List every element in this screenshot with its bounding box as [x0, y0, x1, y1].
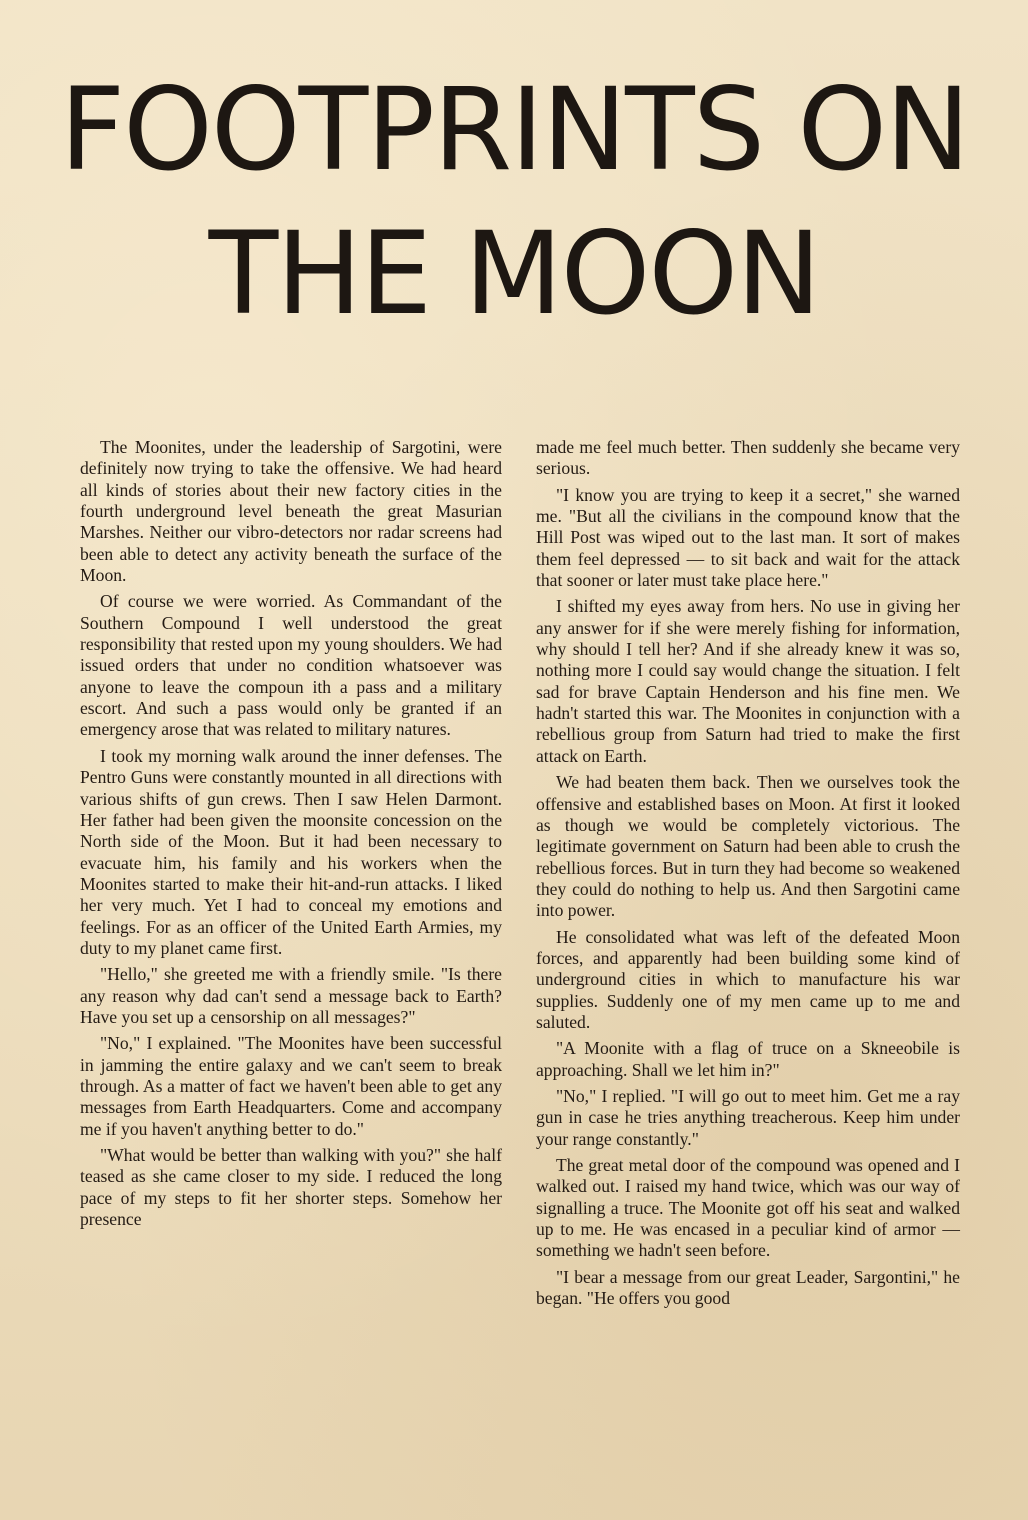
paragraph: I shifted my eyes away from hers. No use in giving her any answer for if she were merely fishing for information, why should I tell her? And if she already knew it was so, nothing more I could say would change the situation. I felt sad for brave Captain Henderson and his fine men. We hadn't started this war. The Moonites in conjunction with a rebellious group from Saturn had tried to make the first attack on Earth. [536, 596, 960, 766]
paragraph: "Hello," she greeted me with a friendly smile. "Is there any reason why dad can't send a message back to Earth? Have you set up a censorship on all messages?" [80, 964, 502, 1027]
right-text-column [536, 437, 960, 1314]
title-line-1: FOOTPRINTS ON [59, 63, 969, 196]
paragraph: "What would be better than walking with you?" she half teased as she came closer to my side. I reduced the long pace of my steps to fit her shorter steps. Somehow her presence [80, 1145, 502, 1230]
paragraph: He consolidated what was left of the defeated Moon forces, and apparently had been building some kind of underground cities in which to manufacture his war supplies. Suddenly one of my men came up to me and saluted. [536, 926, 960, 1032]
paragraph: The Moonites, under the leadership of Sargotini, were definitely now trying to take the offensive. We had heard all kinds of stories about their new factory cities in the fourth underground level beneath the great Masurian Marshes. Neither our vibro-detectors nor radar screens had been able to detect any activity beneath the surface of the Moon. [80, 437, 502, 586]
paragraph: "A Moonite with a flag of truce on a Skneeobile is approaching. Shall we let him in?" [536, 1038, 960, 1080]
paragraph: I took my morning walk around the inner defenses. The Pentro Guns were constantly mounted in all directions with various shifts of gun crews. Then I saw Helen Darmont. Her father had been given the moonsite concession on the North side of the Moon. But it had been necessary to evacuate him, his family and his workers when the Moonites started to make their hit-and-run attacks. I liked her very much. Yet I had to conceal my emotions and feelings. For as an officer of the United Earth Armies, my duty to my planet came first. [80, 745, 502, 958]
title-line-2: THE MOON [208, 207, 820, 340]
paragraph: The great metal door of the compound was opened and I walked out. I raised my hand twice, which was our way of signalling a truce. The Moonite got off his seat and walked up to me. He was encased in a peculiar kind of armor — something we hadn't seen before. [536, 1155, 960, 1261]
left-text-column [80, 437, 502, 1235]
paragraph: "No," I explained. "The Moonites have been successful in jamming the entire galaxy and we can't seem to break through. As a matter of fact we haven't been able to get any messages from Earth Headquarters. Come and accompany me if you haven't anything better to do." [80, 1033, 502, 1139]
paragraph: We had beaten them back. Then we ourselves took the offensive and established bases on Moon. At first it looked as though we would be completely victorious. The legitimate government on Saturn had been able to crush the rebellious forces. But in turn they had become so weakened they could do nothing to help us. And then Sargotini came into power. [536, 772, 960, 921]
story-title [0, 58, 1028, 346]
paragraph: "I bear a message from our great Leader, Sargontini," he began. "He offers you good [536, 1266, 960, 1309]
paragraph: "I know you are trying to keep it a secret," she warned me. "But all the civilians in the compound know that the Hill Post was wiped out to the last man. It sort of makes them feel depressed — to sit back and wait for the attack that sooner or later must take place here." [536, 484, 960, 591]
paragraph: "No," I replied. "I will go out to meet him. Get me a ray gun in case he tries anything treacherous. Keep him under your range constantly." [536, 1085, 960, 1149]
paragraph-continued: made me feel much better. Then suddenly she became very serious. [536, 437, 960, 479]
paragraph: Of course we were worried. As Commandant of the Southern Compound I well understood the great responsibility that rested upon my young shoulders. We had issued orders that under no condition whatsoever was anyone to leave the compoun ith a pass and a military escort. And such a pass would only be granted if an emergency arose that was related to military natures. [80, 591, 502, 740]
